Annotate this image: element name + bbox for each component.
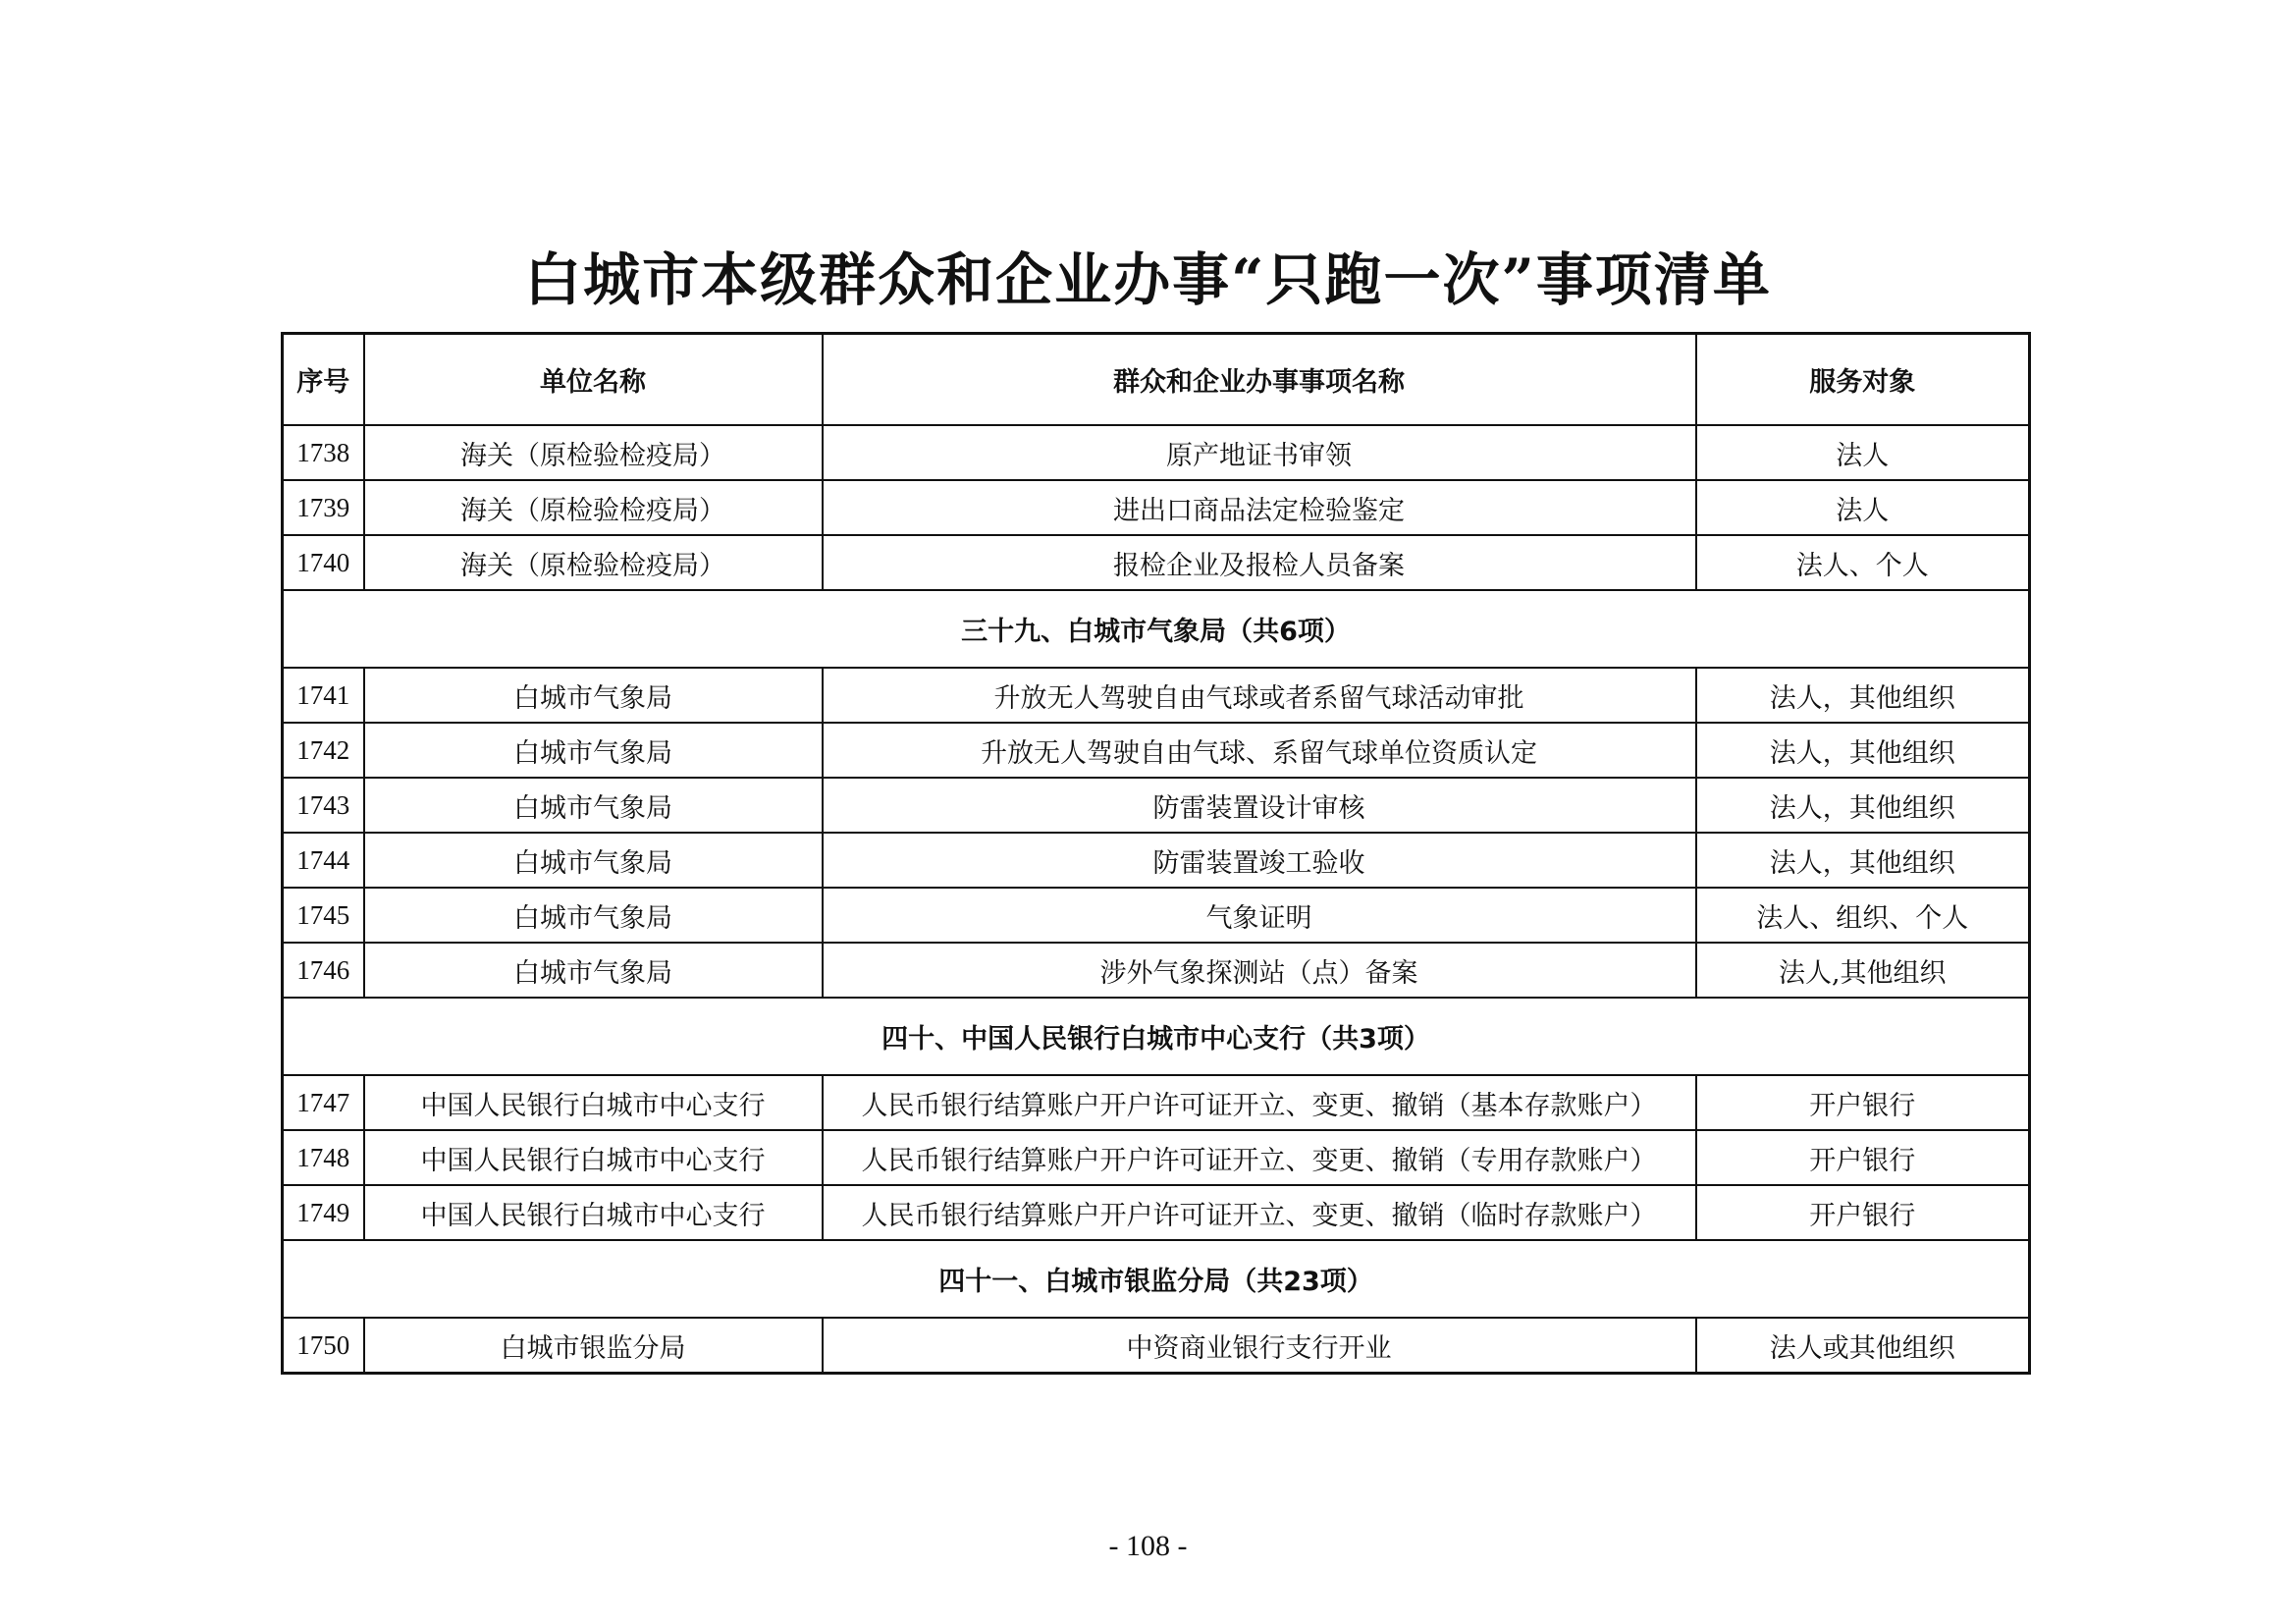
cell-target: 法人 <box>1696 425 2030 480</box>
cell-seq: 1739 <box>283 480 364 535</box>
cell-unit: 白城市气象局 <box>364 888 823 943</box>
cell-unit: 中国人民银行白城市中心支行 <box>364 1130 823 1185</box>
section-title: 四十、中国人民银行白城市中心支行（共3项） <box>283 998 2030 1075</box>
section-row <box>283 590 2030 668</box>
cell-target: 开户银行 <box>1696 1075 2030 1130</box>
header-seq: 序号 <box>283 334 364 426</box>
header-item: 群众和企业办事事项名称 <box>823 334 1696 426</box>
cell-target: 法人，其他组织 <box>1696 833 2030 888</box>
cell-unit: 白城市气象局 <box>364 833 823 888</box>
cell-seq: 1742 <box>283 723 364 778</box>
header-target: 服务对象 <box>1696 334 2030 426</box>
cell-seq: 1740 <box>283 535 364 590</box>
cell-target: 开户银行 <box>1696 1130 2030 1185</box>
table-row <box>283 668 2030 723</box>
cell-seq: 1743 <box>283 778 364 833</box>
page-number: - 108 - <box>1108 1530 1188 1562</box>
table-row <box>283 723 2030 778</box>
cell-seq: 1747 <box>283 1075 364 1130</box>
cell-item: 中资商业银行支行开业 <box>823 1318 1696 1374</box>
cell-seq: 1745 <box>283 888 364 943</box>
cell-item: 升放无人驾驶自由气球或者系留气球活动审批 <box>823 668 1696 723</box>
cell-target: 开户银行 <box>1696 1185 2030 1240</box>
cell-unit: 白城市气象局 <box>364 778 823 833</box>
cell-target: 法人、组织、个人 <box>1696 888 2030 943</box>
cell-seq: 1741 <box>283 668 364 723</box>
cell-item: 升放无人驾驶自由气球、系留气球单位资质认定 <box>823 723 1696 778</box>
cell-item: 人民币银行结算账户开户许可证开立、变更、撤销（临时存款账户） <box>823 1185 1696 1240</box>
section-row <box>283 998 2030 1075</box>
table-row <box>283 1075 2030 1130</box>
table-row <box>283 535 2030 590</box>
table-row <box>283 1130 2030 1185</box>
cell-item: 进出口商品法定检验鉴定 <box>823 480 1696 535</box>
cell-target: 法人、个人 <box>1696 535 2030 590</box>
cell-unit: 海关（原检验检疫局） <box>364 425 823 480</box>
cell-item: 人民币银行结算账户开户许可证开立、变更、撤销（专用存款账户） <box>823 1130 1696 1185</box>
cell-unit: 白城市气象局 <box>364 723 823 778</box>
cell-item: 气象证明 <box>823 888 1696 943</box>
cell-unit: 海关（原检验检疫局） <box>364 480 823 535</box>
cell-seq: 1748 <box>283 1130 364 1185</box>
cell-seq: 1750 <box>283 1318 364 1374</box>
cell-item: 原产地证书审领 <box>823 425 1696 480</box>
section-title: 四十一、白城市银监分局（共23项） <box>283 1240 2030 1318</box>
table-row <box>283 425 2030 480</box>
section-row <box>283 1240 2030 1318</box>
cell-item: 防雷装置竣工验收 <box>823 833 1696 888</box>
items-table <box>281 332 2031 1375</box>
cell-unit: 白城市气象局 <box>364 943 823 998</box>
document-title: 白城市本级群众和企业办事“只跑一次”事项清单 <box>524 246 1772 313</box>
header-unit: 单位名称 <box>364 334 823 426</box>
cell-seq: 1738 <box>283 425 364 480</box>
cell-item: 报检企业及报检人员备案 <box>823 535 1696 590</box>
cell-target: 法人或其他组织 <box>1696 1318 2030 1374</box>
table-row <box>283 888 2030 943</box>
cell-target: 法人,其他组织 <box>1696 943 2030 998</box>
cell-seq: 1746 <box>283 943 364 998</box>
cell-unit: 白城市气象局 <box>364 668 823 723</box>
cell-unit: 中国人民银行白城市中心支行 <box>364 1075 823 1130</box>
cell-unit: 中国人民银行白城市中心支行 <box>364 1185 823 1240</box>
table-header-row <box>283 334 2030 426</box>
cell-target: 法人，其他组织 <box>1696 778 2030 833</box>
cell-target: 法人，其他组织 <box>1696 723 2030 778</box>
table-row <box>283 833 2030 888</box>
cell-item: 人民币银行结算账户开户许可证开立、变更、撤销（基本存款账户） <box>823 1075 1696 1130</box>
section-title: 三十九、白城市气象局（共6项） <box>283 590 2030 668</box>
cell-unit: 白城市银监分局 <box>364 1318 823 1374</box>
table-row <box>283 480 2030 535</box>
cell-seq: 1749 <box>283 1185 364 1240</box>
table-row <box>283 1185 2030 1240</box>
cell-target: 法人 <box>1696 480 2030 535</box>
cell-unit: 海关（原检验检疫局） <box>364 535 823 590</box>
cell-seq: 1744 <box>283 833 364 888</box>
table-row <box>283 943 2030 998</box>
cell-target: 法人，其他组织 <box>1696 668 2030 723</box>
cell-item: 涉外气象探测站（点）备案 <box>823 943 1696 998</box>
table-row <box>283 1318 2030 1374</box>
cell-item: 防雷装置设计审核 <box>823 778 1696 833</box>
table-row <box>283 778 2030 833</box>
table-body <box>283 425 2030 1374</box>
